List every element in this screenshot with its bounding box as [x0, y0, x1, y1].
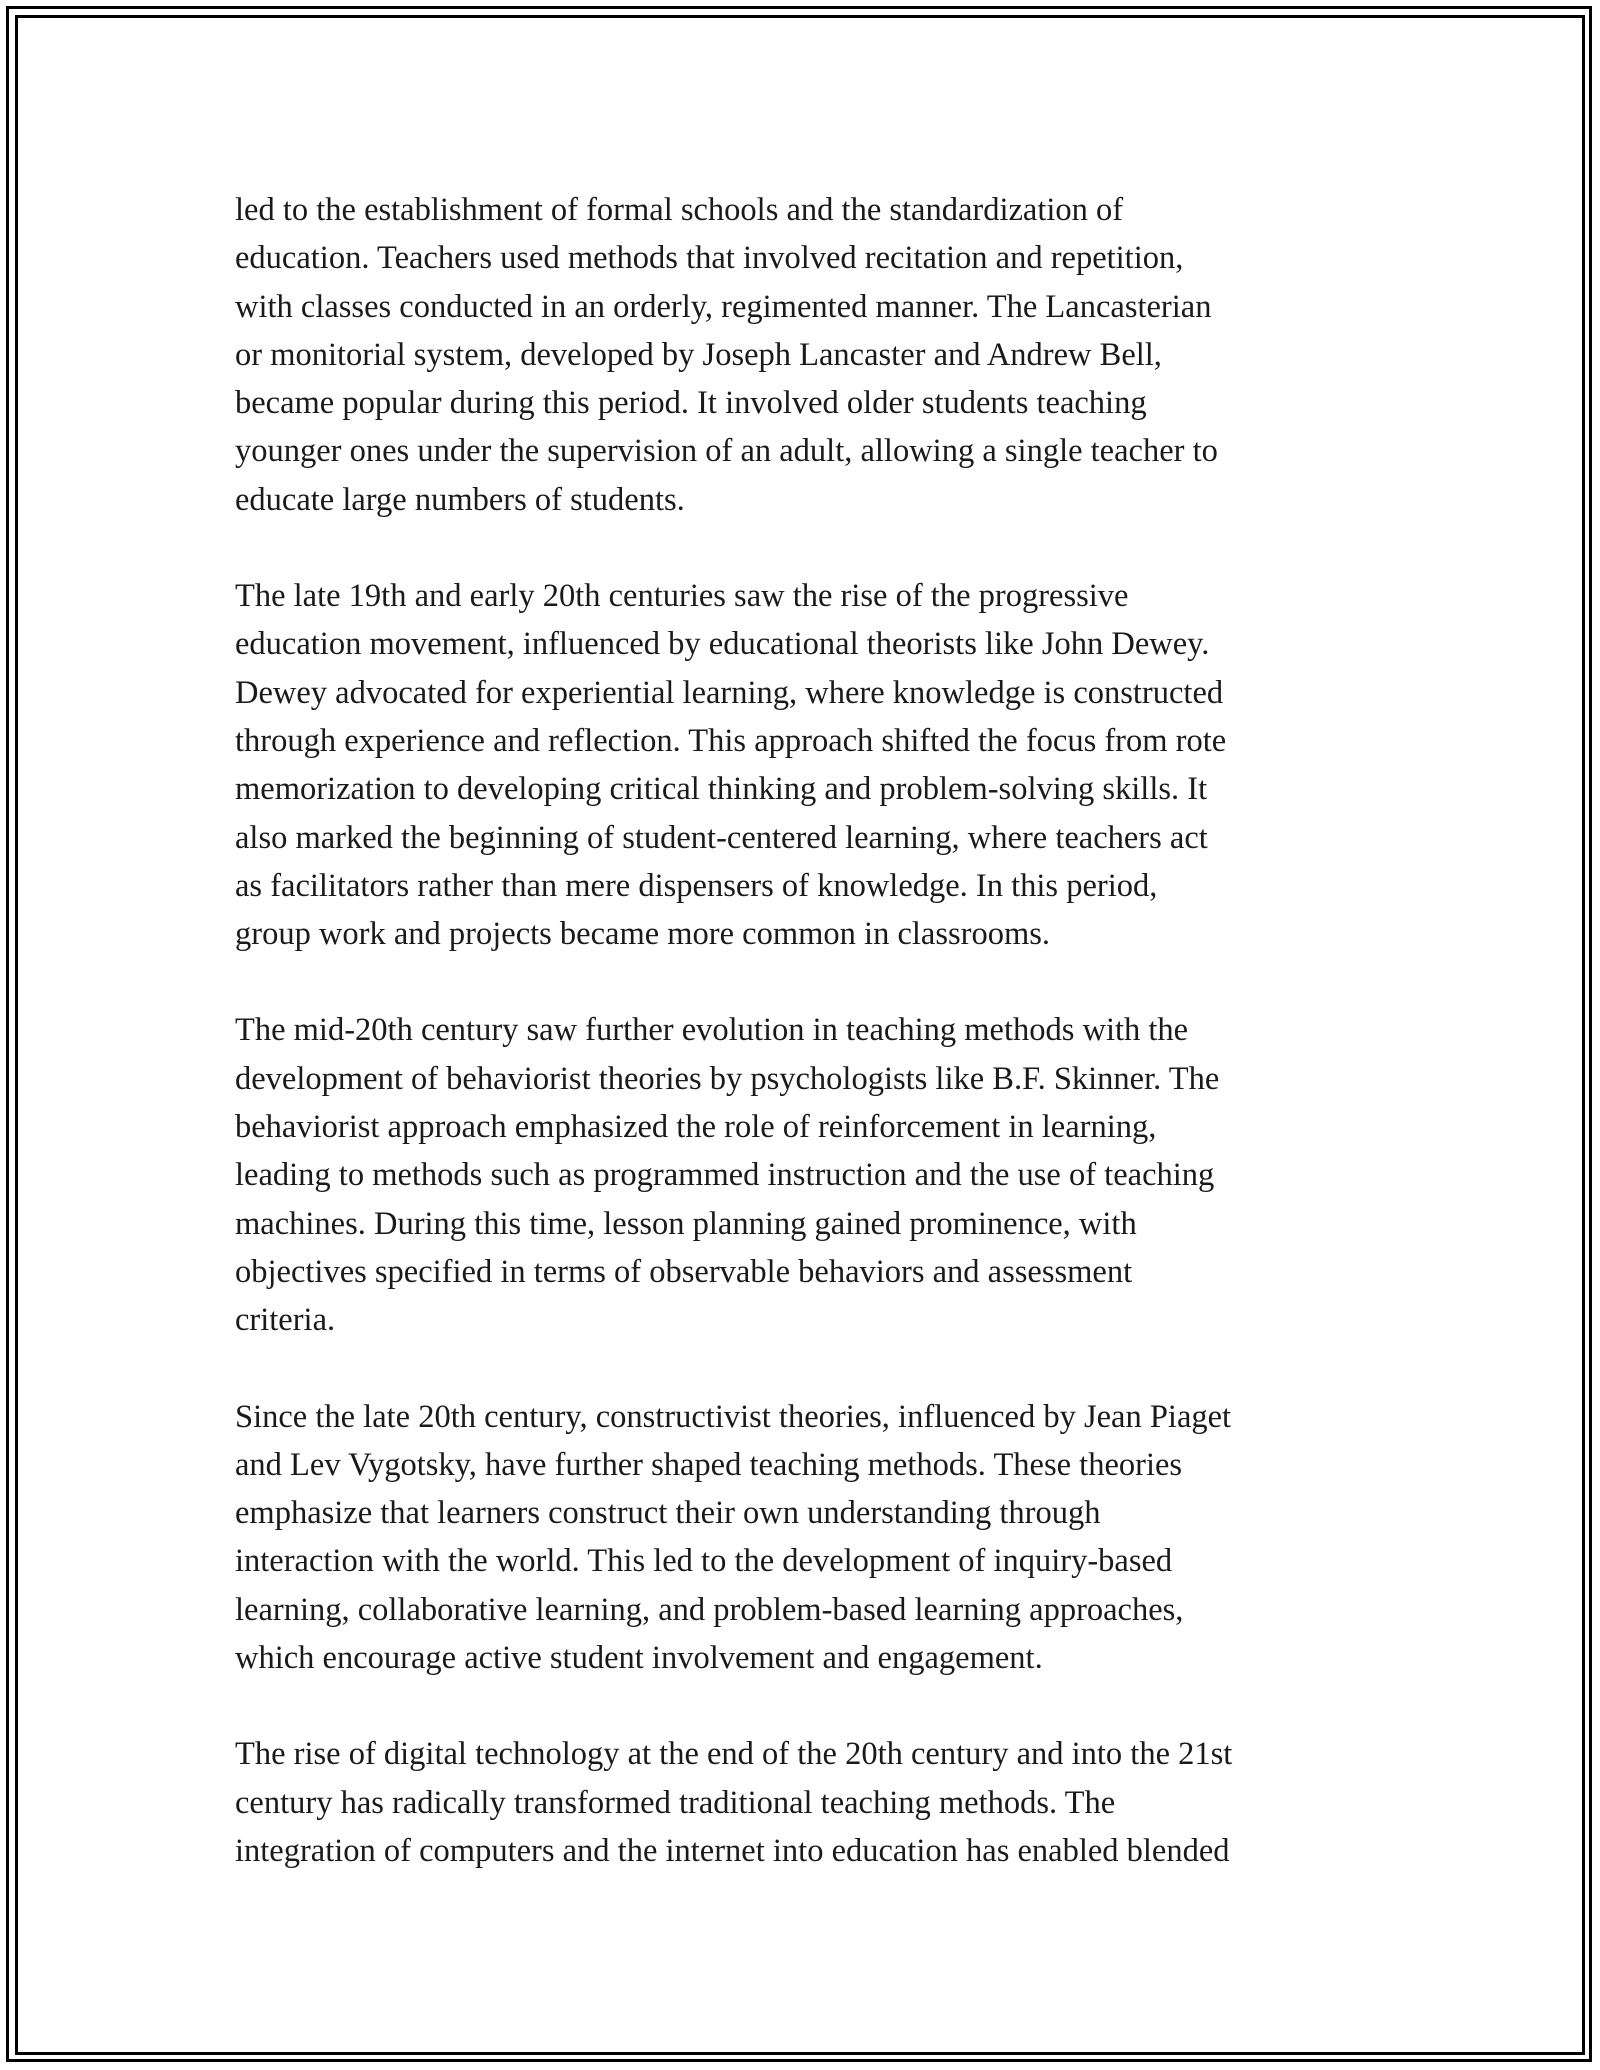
paragraph-digital-technology — [235, 1730, 1395, 1875]
paragraph-constructivist-theories — [235, 1393, 1395, 1683]
text-line: emphasize that learners construct their own understanding through — [235, 1495, 1101, 1532]
text-line: with classes conducted in an orderly, regimented manner. The Lancasterian — [235, 288, 1212, 325]
text-line: group work and projects became more common in classrooms. — [235, 916, 1050, 953]
text-line: development of behaviorist theories by psychologists like B.F. Skinner. The — [235, 1060, 1220, 1097]
text-line: or monitorial system, developed by Joseph Lancaster and Andrew Bell, — [235, 336, 1162, 373]
text-line: also marked the beginning of student-centered learning, where teachers act — [235, 819, 1208, 856]
text-line: education movement, influenced by educational theorists like John Dewey. — [235, 626, 1210, 663]
text-line: century has radically transformed traditional teaching methods. The — [235, 1784, 1116, 1821]
text-line: through experience and reflection. This approach shifted the focus from rote — [235, 722, 1227, 759]
text-line: as facilitators rather than mere dispensers of knowledge. In this period, — [235, 867, 1158, 904]
paragraph-monitorial-system — [235, 186, 1395, 524]
text-line: Since the late 20th century, constructivist theories, influenced by Jean Piaget — [235, 1398, 1232, 1435]
text-line: led to the establishment of formal schools and the standardization of — [235, 192, 1124, 228]
text-line: criteria. — [235, 1302, 336, 1339]
text-line: The late 19th and early 20th centuries saw the rise of the progressive — [235, 578, 1129, 615]
paragraph-behaviorist-theories — [235, 1006, 1395, 1344]
text-line: interaction with the world. This led to the development of inquiry-based — [235, 1543, 1173, 1580]
text-line: objectives specified in terms of observable behaviors and assessment — [235, 1253, 1133, 1290]
text-line: The rise of digital technology at the end of the 20th century and into the 21st — [235, 1736, 1233, 1773]
text-line: learning, collaborative learning, and problem-based learning approaches, — [235, 1591, 1184, 1628]
document-body — [235, 186, 1395, 1923]
paragraph-progressive-education — [235, 572, 1395, 958]
text-line: education. Teachers used methods that involved recitation and repetition, — [235, 240, 1184, 277]
text-line: educate large numbers of students. — [235, 481, 685, 518]
text-line: machines. During this time, lesson planning gained prominence, with — [235, 1205, 1137, 1242]
text-line: which encourage active student involvement and engagement. — [235, 1640, 1043, 1677]
text-line: Dewey advocated for experiential learning, where knowledge is constructed — [235, 674, 1224, 711]
text-line: younger ones under the supervision of an adult, allowing a single teacher to — [235, 433, 1218, 470]
text-line: leading to methods such as programmed instruction and the use of teaching — [235, 1157, 1215, 1194]
text-line: and Lev Vygotsky, have further shaped teaching methods. These theories — [235, 1446, 1183, 1483]
text-line: behaviorist approach emphasized the role of reinforcement in learning, — [235, 1109, 1157, 1146]
text-line: became popular during this period. It involved older students teaching — [235, 385, 1147, 422]
text-line: integration of computers and the internet into education has enabled blended — [235, 1832, 1230, 1869]
text-line: The mid-20th century saw further evolution in teaching methods with the — [235, 1012, 1189, 1049]
text-line: memorization to developing critical thinking and problem-solving skills. It — [235, 771, 1208, 808]
